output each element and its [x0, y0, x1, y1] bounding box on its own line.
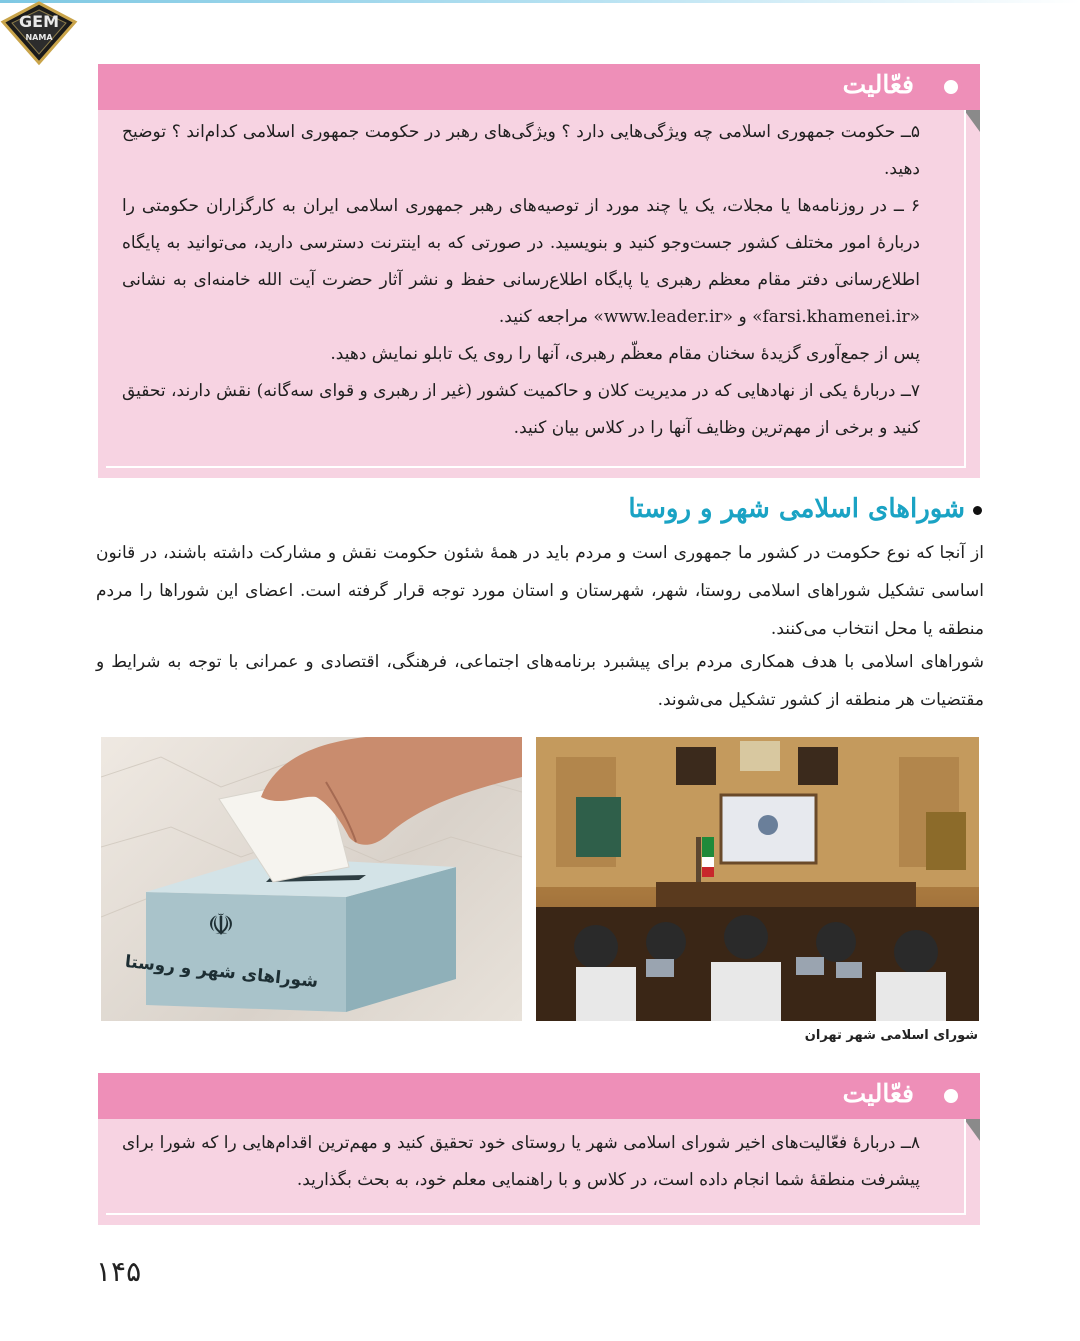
gem-nama-logo	[0, 0, 78, 66]
ballot-box-label: شوراهای شهر و روستا	[124, 951, 320, 993]
activity-item-8: ۸ــ دربارهٔ فعّالیت‌های اخیر شورای اسلامی شهر یا روستای خود تحقیق کنید و مهم‌ترین اقدام‌هایی را که شورا برای پیشرفت منطقهٔ شما انجام داده است، در کلاس و با راهنمایی معلم خود، به بحث بگذارید.	[122, 1133, 920, 1190]
logo-text-bottom: NAMA	[25, 33, 53, 42]
activity-title: فعّالیت	[842, 1079, 914, 1108]
activity-box-1	[98, 64, 980, 478]
activity-title: فعّالیت	[842, 70, 914, 99]
activity-item-6: ۶ ــ در روزنامه‌ها یا مجلات، یک یا چند مورد از توصیه‌های رهبر جمهوری اسلامی ایران به کارگزاران حکومتی را دربارهٔ امور مختلف کشور جست‌وجو کنید و بنویسید. در صورتی که به اینترنت دسترسی دارید، می‌توانید به پایگاه اطلاع‌رسانی دفتر مقام معظم رهبری یا پایگاه اطلاع‌رسانی حفظ و نشر آثار حضرت آیت الله خامنه‌ای به نشانی «farsi.khamenei.ir» و «www.leader.ir» مراجعه کنید.	[122, 196, 920, 327]
corner-fold-icon	[964, 110, 980, 132]
council-meeting-illustration	[536, 737, 979, 1021]
activity-header	[98, 64, 980, 110]
section-title-text: شوراهای اسلامی شهر و روستا	[628, 494, 965, 524]
page-number: ۱۴۵	[96, 1255, 142, 1288]
corner-fold-icon	[964, 1119, 980, 1141]
ballot-box-photo	[101, 737, 522, 1021]
activity-header	[98, 1073, 980, 1119]
logo-text-top: GEM	[19, 12, 59, 31]
circle-bullet-icon	[940, 76, 962, 98]
city-council-photo	[536, 737, 979, 1021]
top-accent-line	[0, 0, 1080, 3]
activity-body	[122, 114, 920, 447]
section-title	[628, 494, 982, 524]
activity-item-7: ۷ــ دربارهٔ یکی از نهادهایی که در مدیریت کلان و حاکمیت کشور (غیر از رهبری و قوای سه‌گانه) نقش دارند، تحقیق کنید و برخی از مهم‌ترین وظایف آنها را در کلاس بیان کنید.	[122, 381, 920, 438]
activity-body	[122, 1125, 920, 1199]
section-paragraph-2: شوراهای اسلامی با هدف همکاری مردم برای پیشبرد برنامه‌های اجتماعی، فرهنگی، اقتصادی و عمرانی با توجه به شرایط و مقتضیات هر منطقه از کشور تشکیل می‌شوند.	[96, 652, 984, 710]
svg-text:☫: ☫	[207, 908, 235, 943]
section-paragraph-1: از آنجا که نوع حکومت در کشور ما جمهوری است و مردم باید در همهٔ شئون حکومت نقش و مشارکت داشته باشند، در قانون اساسی تشکیل شوراهای اسلامی روستا، شهر، شهرستان و استان مورد توجه قرار گرفته است. اعضای این شوراها را مردم منطقه یا محل انتخاب می‌کنند.	[96, 543, 984, 639]
bullet-dot-icon	[973, 506, 982, 515]
activity-item-6-note: پس از جمع‌آوری گزیدهٔ سخنان مقام معظّم رهبری، آنها را روی یک تابلو نمایش دهید.	[330, 344, 920, 364]
activity-item-5: ۵ــ حکومت جمهوری اسلامی چه ویژگی‌هایی دارد ؟ ویژگی‌های رهبر در حکومت جمهوری اسلامی کدام‌اند ؟ توضیح دهید.	[122, 122, 920, 179]
ballot-box-illustration	[101, 737, 522, 1021]
circle-bullet-icon	[940, 1085, 962, 1107]
photo-caption: شورای اسلامی شهر تهران	[804, 1028, 978, 1043]
activity-box-2	[98, 1073, 980, 1225]
